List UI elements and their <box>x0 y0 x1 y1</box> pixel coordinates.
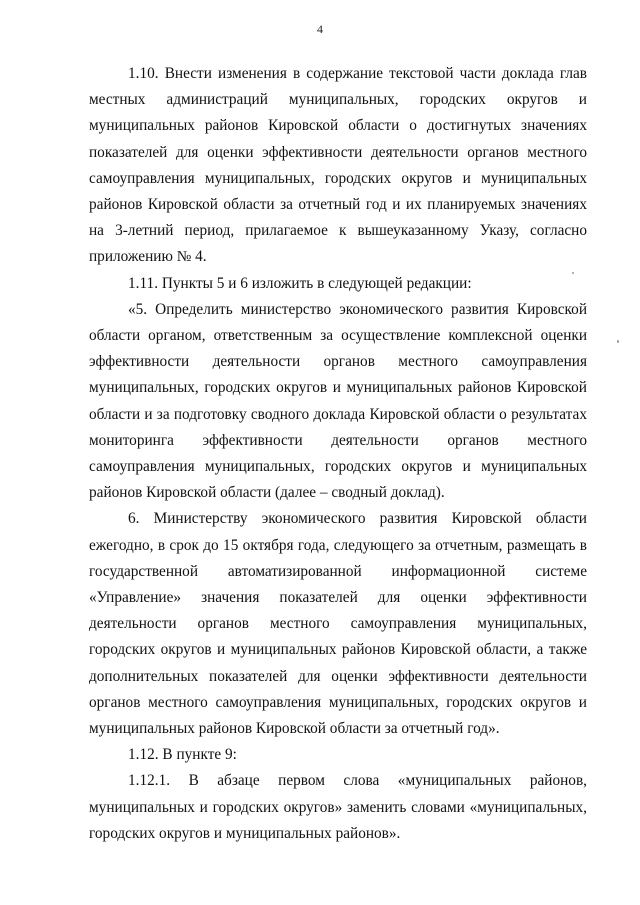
document-body <box>89 61 587 847</box>
scan-speck <box>572 272 574 274</box>
paragraph-1-12-1: 1.12.1. В абзаце первом слова «муниципальных районов, муниципальных и городских округов» заменить словами «муниципальных, городских округов и муниципальных районов». <box>89 772 587 842</box>
page-number: 4 <box>317 22 323 36</box>
paragraph-1-11: 1.11. Пункты 5 и 6 изложить в следующей редакции: <box>128 274 472 292</box>
paragraph-1-12: 1.12. В пункте 9: <box>128 746 237 764</box>
paragraph-quote-5: «5. Определить министерство экономического развития Кировской области органом, ответственным за осуществление комплексной оценки эффективности деятельности органов местного самоуправления муниципальных, городских округов и муниципальных районов Кировской области и за подготовку сводного доклада Кировской области о результатах мониторинга эффективности деятельности органов местного самоуправления муниципальных, городских округов и муниципальных районов Кировской области (далее – сводный доклад). <box>89 300 587 502</box>
paragraph-quote-6: 6. Министерству экономического развития Кировской области ежегодно, в срок до 15 октября года, следующего за отчетным, размещать в государственной автоматизированной информационной системе «Управление» значения показателей для оценки эффективности деятельности органов местного самоуправления муниципальных, городских округов и муниципальных районов Кировской области, а также дополнительных показателей для оценки эффективности деятельности органов местного самоуправления муниципальных, городских округов и муниципальных районов Кировской области за отчетный год». <box>89 510 587 738</box>
scan-speck <box>617 340 619 343</box>
paragraph-1-10: 1.10. Внести изменения в содержание текстовой части доклада глав местных администраций муниципальных, городских округов и муниципальных районов Кировской области о достигнутых значениях показателей для оценки эффективности деятельности органов местного самоуправления муниципальных, городских округов и муниципальных районов Кировской области за отчетный год и их планируемых значениях на 3-летний период, прилагаемое к вышеуказанному Указу, согласно приложению № 4. <box>89 65 587 266</box>
